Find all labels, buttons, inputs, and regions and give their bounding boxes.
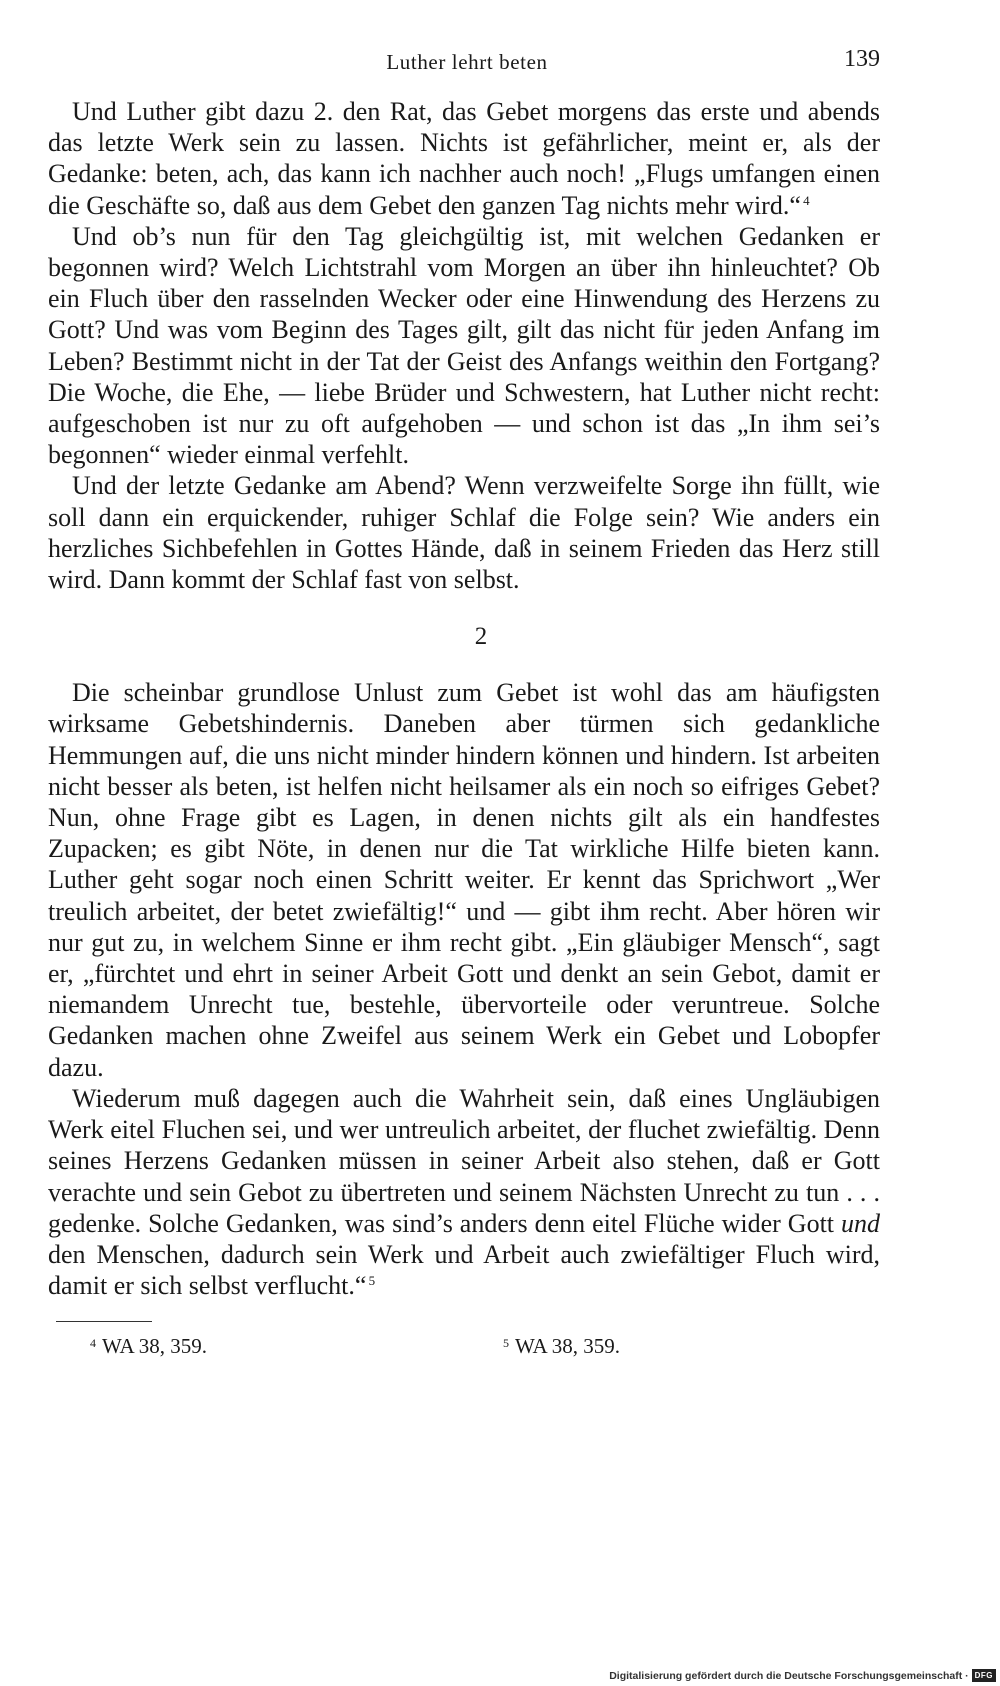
running-head: [54, 46, 880, 86]
paragraph-last-thought-evening: Und der letzte Gedanke am Abend? Wenn verzweifelte Sorge ihn füllt, wie soll dann ein erquickender, ruhiger Schlaf die Folge sein? Wie anders ein herzliches Sichbefehlen in Gottes Hände, daß in seinem Frieden das Herz still wird. Dann kommt der Schlaf fast von selbst.: [48, 471, 880, 595]
book-page: [48, 46, 880, 1368]
paragraph-morning-evening-prayer: [48, 96, 880, 221]
section-number: 2: [474, 623, 488, 651]
dfg-logo-icon: DFG: [972, 1669, 996, 1682]
paragraph-day-beginning: Und ob’s nun für den Tag gleichgültig ist, mit welchen Gedanken er begonnen wird? Welch Lichtstrahl vom Morgen an über ihn hinleuchtet? Ob ein Fluch über den rasselnden Wecker oder eine Hinwendung des Herzens zu Gott? Und was vom Beginn des Tages gilt, gilt das nicht für jeden Anfang im Leben? Bestimmt nicht in der Tat der Geist des Anfangs weithin den Fortgang? Die Woche, die Ehe, — liebe Brüder und Schwestern, hat Luther nicht recht: aufgeschoben ist nur zu oft aufgehoben — und schon ist das „In ihm sei’s begonnen“ wieder einmal verfehlt.: [48, 221, 880, 470]
emphasis-text: und: [841, 1208, 881, 1238]
running-title: Luther lehrt beten: [386, 50, 548, 74]
footnote-mark: 5: [503, 1336, 509, 1351]
footnotes: [48, 1334, 880, 1368]
page-number: 139: [844, 46, 880, 72]
footnote-reference-4: 4: [803, 192, 810, 208]
footnote-text: WA 38, 359.: [515, 1334, 620, 1359]
footnote-reference-5: 5: [368, 1273, 376, 1289]
footnote-divider: [56, 1321, 152, 1322]
paragraph-text: Wiederum muß dagegen auch die Wahrheit sein, daß eines Ungläubigen Werk eitel Fluchen sei, und wer untreulich arbeitet, der fluchet zwiefältig. Denn seines Herzens Gedanken müssen in seiner Arbeit also stehen, daß er Gott verachte und sein Gebot zu übertreten und seinem Nächsten Unrecht zu tun . . . gedenke. Solche Gedanken, was sind’s anders denn eitel Flüche wider Gott: [48, 1083, 880, 1238]
paragraph-prayer-hindrance: Die scheinbar grundlose Unlust zum Gebet ist wohl das am häufigsten wirksame Gebetshindernis. Daneben aber türmen sich gedankliche Hemmungen auf, die uns nicht minder hindern können und hindern. Ist arbeiten nicht besser als beten, ist helfen nicht heilsamer als ein noch so eifriges Gebet? Nun, ohne Frage gibt es Lagen, in denen nichts gilt als ein handfestes Zupacken; es gibt Nöte, in denen nur die Tat wirkliche Hilfe bieten kann. Luther geht sogar noch einen Schritt weiter. Er kennt das Sprichwort „Wer treulich arbeitet, der betet zwiefältig!“ und — gibt ihm recht. Aber hören wir nur gut zu, in welchem Sinne er ihm recht gibt. „Ein gläubiger Mensch“, sagt er, „fürchtet und ehrt in seiner Arbeit Gott und denkt an sein Gebot, damit er niemandem Unrecht tue, bestehle, übervorteile oder veruntreue. Solche Gedanken machen ohne Zweifel aus seinem Werk ein Gebet und Lobopfer dazu.: [48, 678, 880, 1082]
digitization-credit: [609, 1669, 996, 1682]
credit-text: Digitalisierung gefördert durch die Deutsche Forschungsgemeinschaft ·: [609, 1669, 969, 1682]
footnote-5: [503, 1334, 620, 1359]
footnote-text: WA 38, 359.: [102, 1334, 207, 1359]
paragraph-unbeliever-work: [48, 1083, 880, 1301]
paragraph-text-continued: den Menschen, dadurch sein Werk und Arbeit auch zwiefältiger Fluch wird, damit er sich selbst verflucht.“: [48, 1239, 880, 1301]
footnote-mark: 4: [90, 1336, 96, 1351]
footnote-4: [90, 1334, 207, 1359]
paragraph-text: Und Luther gibt dazu 2. den Rat, das Gebet morgens das erste und abends das letzte Werk sein zu lassen. Nichts ist gefährlicher, meint er, als der Gedanke: beten, ach, das kann ich nachher auch noch! „Flugs umfangen einen die Geschäfte so, daß aus dem Gebet den ganzen Tag nichts mehr wird.“: [48, 97, 880, 220]
